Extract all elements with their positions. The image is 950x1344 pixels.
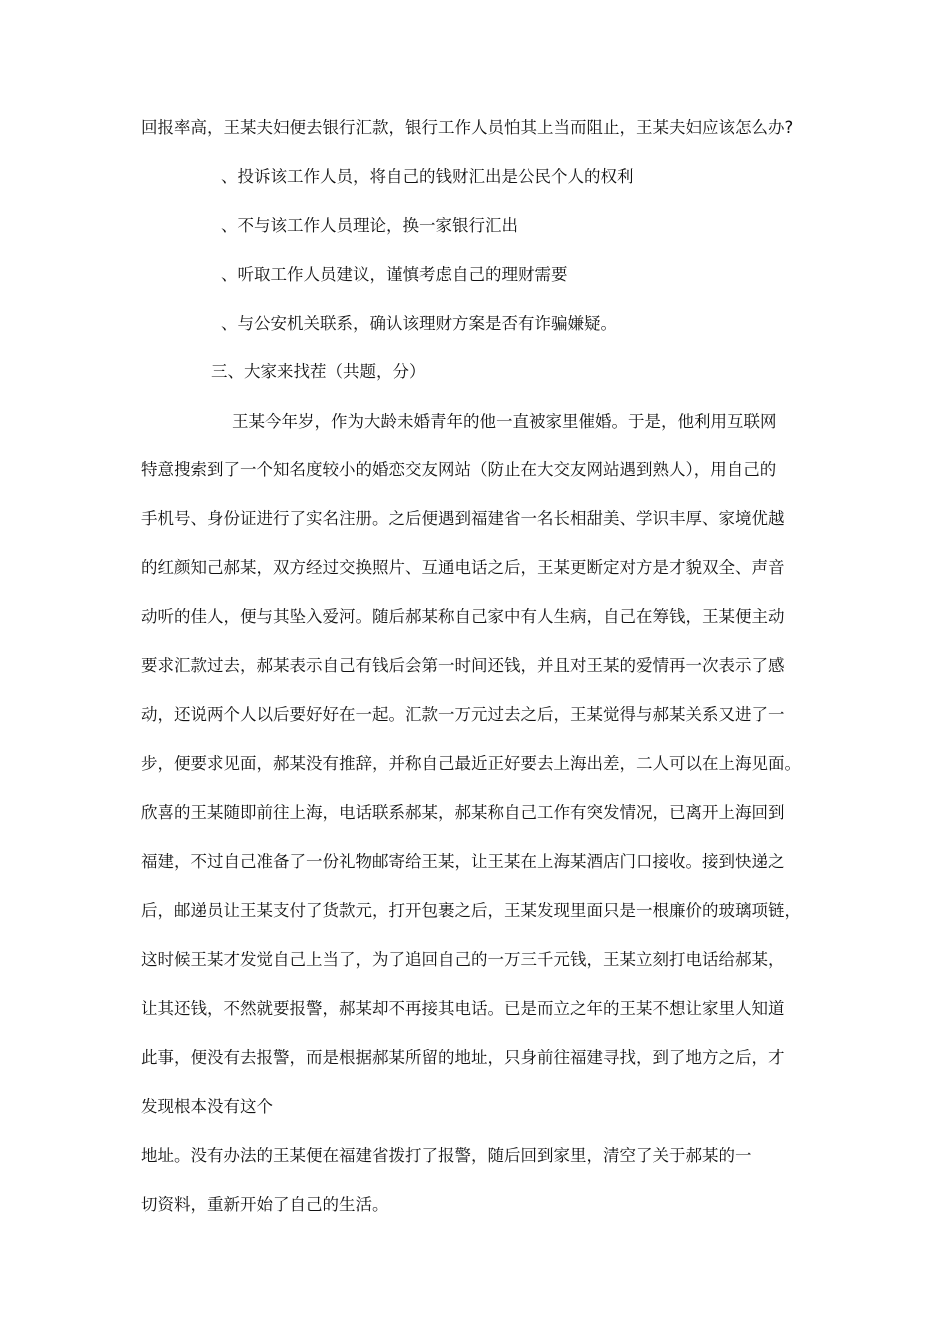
passage-line: 手机号、身份证进行了实名注册。之后便遇到福建省一名长相甜美、学识丰厚、家境优越 [141, 509, 785, 528]
passage-line: 后，邮递员让王某支付了货款元，打开包裹之后，王某发现里面只是一根廉价的玻璃项链， [141, 901, 801, 920]
passage-line: 步，便要求见面，郝某没有推辞，并称自己最近正好要去上海出差，二人可以在上海见面。 [141, 754, 801, 773]
passage-line: 动，还说两个人以后要好好在一起。汇款一万元过去之后，王某觉得与郝某关系又进了一 [141, 705, 785, 724]
option-c: 、听取工作人员建议，谨慎考虑自己的理财需要 [221, 265, 568, 284]
passage-line: 这时候王某才发觉自己上当了，为了追回自己的一万三千元钱，王某立刻打电话给郝某， [141, 950, 785, 969]
passage-line: 此事，便没有去报警，而是根据郝某所留的地址，只身前往福建寻找，到了地方之后，才 [141, 1048, 785, 1067]
option-b: 、不与该工作人员理论，换一家银行汇出 [221, 216, 518, 235]
option-d: 、与公安机关联系，确认该理财方案是否有诈骗嫌疑。 [221, 314, 617, 333]
passage-line: 的红颜知己郝某，双方经过交换照片、互通电话之后，王某更断定对方是才貌双全、声音 [141, 558, 785, 577]
section-heading: 三、大家来找茬（共题，分） [211, 362, 426, 381]
passage-line: 发现根本没有这个 [141, 1097, 273, 1116]
option-a: 、投诉该工作人员，将自己的钱财汇出是公民个人的权利 [221, 167, 634, 186]
passage-line: 欣喜的王某随即前往上海，电话联系郝某，郝某称自己工作有突发情况，已离开上海回到 [141, 803, 785, 822]
passage-line: 切资料，重新开始了自己的生活。 [141, 1195, 389, 1214]
passage-line: 特意搜索到了一个知名度较小的婚恋交友网站（防止在大交友网站遇到熟人），用自己的 [141, 460, 777, 479]
passage-line: 要求汇款过去，郝某表示自己有钱后会第一时间还钱，并且对王某的爱情再一次表示了感 [141, 656, 785, 675]
question-intro: 回报率高，王某夫妇便去银行汇款，银行工作人员怕其上当而阻止，王某夫妇应该怎么办? [141, 118, 794, 137]
passage-line: 王某今年岁，作为大龄未婚青年的他一直被家里催婚。于是，他利用互联网 [232, 412, 777, 431]
passage-line: 福建，不过自己准备了一份礼物邮寄给王某，让王某在上海某酒店门口接收。接到快递之 [141, 852, 785, 871]
passage-line: 动听的佳人，便与其坠入爱河。随后郝某称自己家中有人生病，自己在筹钱，王某便主动 [141, 607, 785, 626]
passage-line: 让其还钱，不然就要报警，郝某却不再接其电话。已是而立之年的王某不想让家里人知道 [141, 999, 785, 1018]
passage-line: 地址。没有办法的王某便在福建省拨打了报警，随后回到家里，清空了关于郝某的一 [141, 1146, 752, 1165]
